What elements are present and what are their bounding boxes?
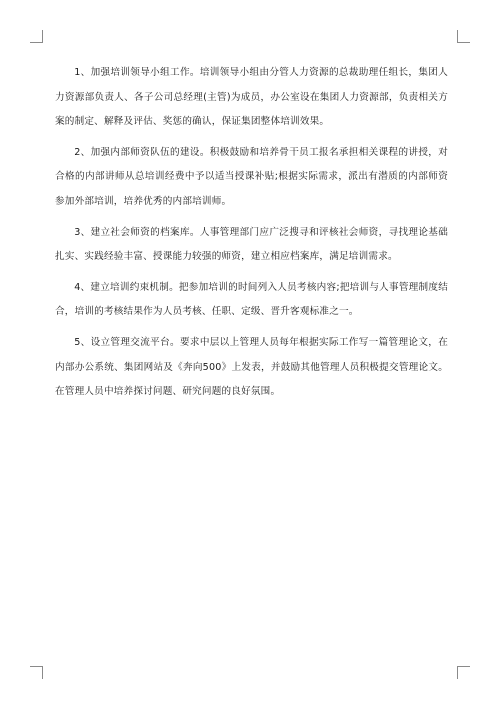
crop-mark-bottom-right: [457, 666, 470, 679]
document-body: [55, 61, 448, 411]
crop-mark-top-left: [30, 30, 43, 43]
crop-mark-bottom-left: [30, 666, 43, 679]
paragraph-1: 1、加强培训领导小组工作。培训领导小组由分管人力资源的总裁助理任组长，集团人力资源部负责人、各子公司总经理(主管)为成员，办公室设在集团人力资源部，负责相关方案的制定、解释及评估、奖惩的确认，保证集团整体培训效果。: [55, 67, 448, 128]
paragraph-3: 3、建立社会师资的档案库。人事管理部门应广泛搜寻和评核社会师资，寻找理论基础扎实、实践经验丰富、授课能力较强的师资，建立相应档案库，满足培训需求。: [55, 226, 448, 263]
paragraph-5: 5、设立管理交流平台。要求中层以上管理人员每年根据实际工作写一篇管理论文，在内部办公系统、集团网站及《奔向500》上发表，并鼓励其他管理人员积极提交管理论文。在管理人员中培养探讨问题、研究问题的良好氛围。: [55, 336, 448, 398]
crop-mark-top-right: [457, 30, 470, 43]
paragraph-4: 4、建立培训约束机制。把参加培训的时间列入人员考核内容;把培训与人事管理制度结合，培训的考核结果作为人员考核、任职、定级、晋升客观标准之一。: [55, 281, 448, 318]
paragraph-2: 2、加强内部师资队伍的建设。积极鼓励和培养骨干员工报名承担相关课程的讲授，对合格的内部讲师从总培训经费中予以适当授课补贴;根据实际需求，派出有潜质的内部师资参加外部培训，培养优秀的内部培训师。: [55, 146, 448, 207]
